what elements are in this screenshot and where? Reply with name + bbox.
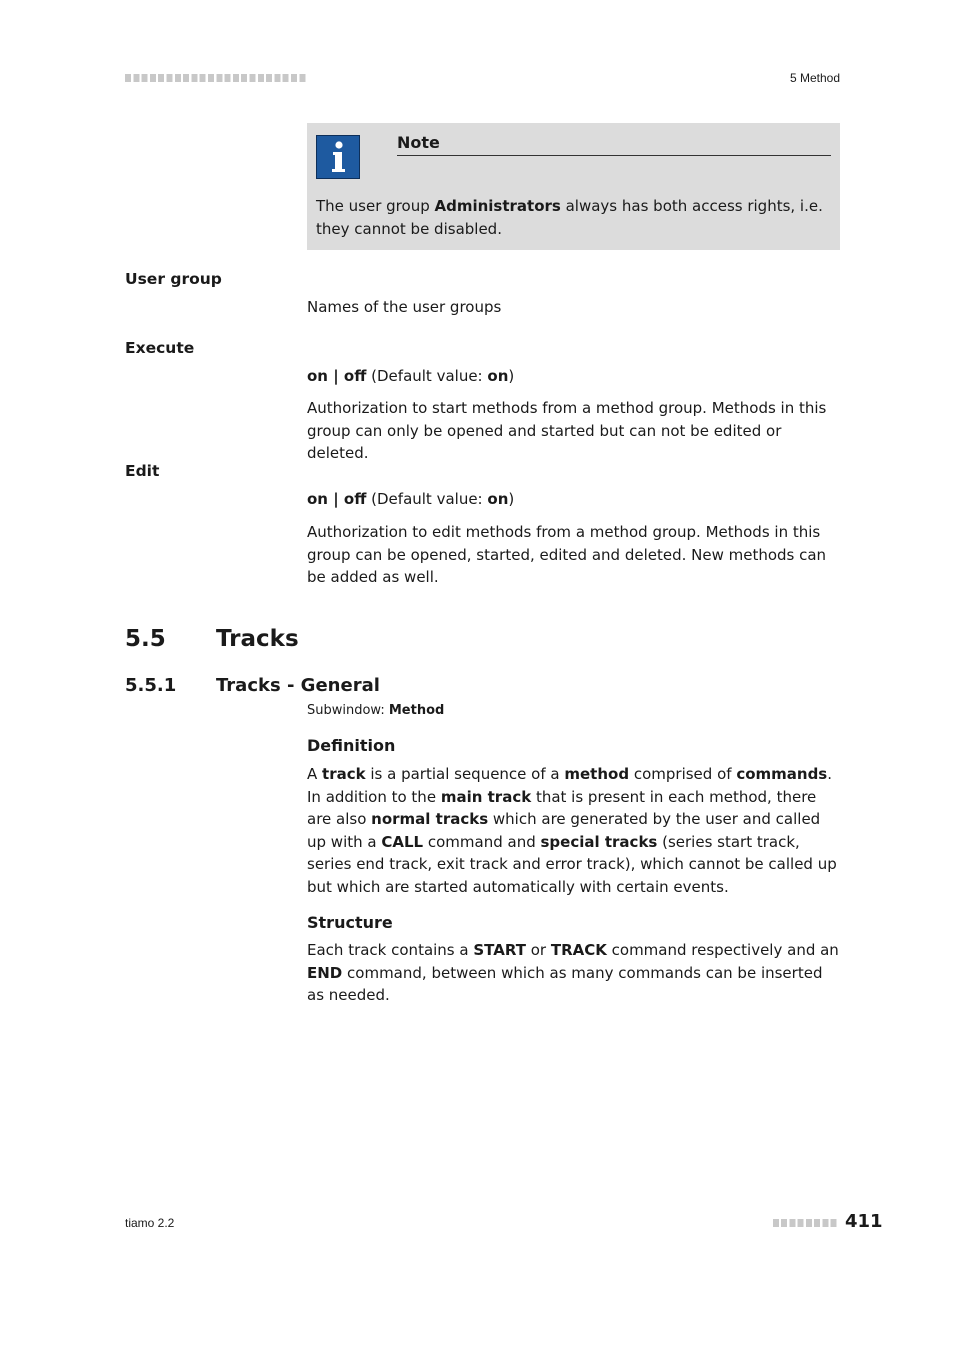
section-title: Tracks [216,626,299,652]
footer-decoration [773,1219,839,1227]
structure-text: Each track contains a START or TRACK command respectively and an END command, between which as many commands can be inserted as needed. [307,941,839,1004]
definition-text: A track is a partial sequence of a method comprised of commands. In addition to the main track that is present in each method, there are also normal tracks which are generated by the user and called up with a CALL command and special tracks (series start track, series end track, exit track and error track), which cannot be called up but which are started automatically with certain events. [307,765,837,896]
param-term-user-group: User group [125,270,222,288]
subwindow-label: Subwindow: Method [307,703,445,718]
note-text: The user group Administrators always has both access rights, i.e. they cannot be disabled. [316,197,823,238]
structure-heading: Structure [307,913,393,932]
header-decoration [125,74,307,82]
param-term-edit: Edit [125,462,160,480]
footer-product: tiamo 2.2 [125,1216,175,1230]
section-number: 5.5 [125,626,166,652]
param-desc-user-group: Names of the user groups [307,298,502,316]
definition-heading: Definition [307,736,396,755]
note-title: Note [397,133,440,152]
param-values-edit: on | off (Default value: on) [307,490,515,508]
info-icon [316,135,360,179]
header-section: 5 Method [789,71,840,85]
subsection-title: Tracks - General [216,675,380,696]
subsection-number: 5.5.1 [125,675,177,696]
note-divider [397,155,831,156]
param-term-execute: Execute [125,339,195,357]
param-desc-edit: Authorization to edit methods from a method group. Methods in this group can be opened, started, edited and deleted. New methods can be added as well. [307,523,827,586]
param-values-execute: on | off (Default value: on) [307,367,515,385]
page-number: 411 [845,1211,883,1232]
param-desc-execute: Authorization to start methods from a method group. Methods in this group can only be opened and started but can not be edited or deleted. [307,399,827,462]
